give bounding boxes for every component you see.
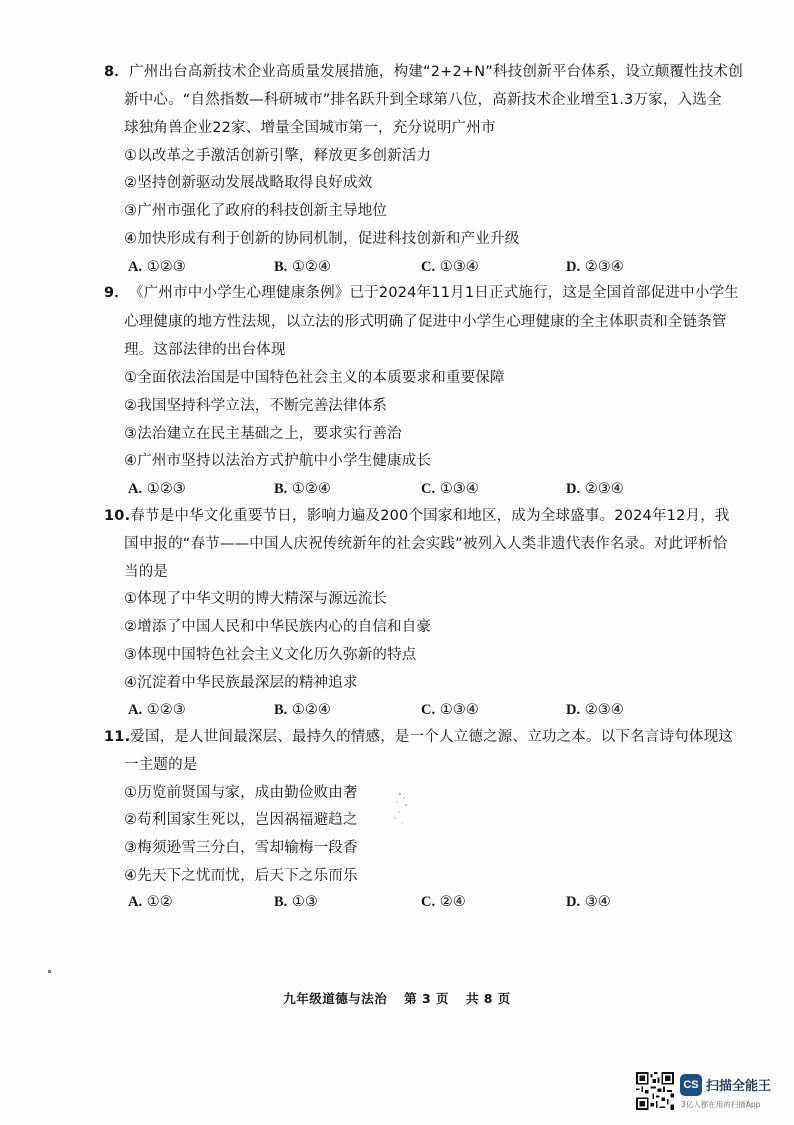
statement-2: ②我国坚持科学立法，不断完善法律体系	[124, 398, 388, 414]
choice-c[interactable]: C. ①③④	[421, 259, 479, 275]
question-stem-line: 9．《广州市中小学生心理健康条例》已于2024年11月1日正式施行，这是全国首部促进中小学生	[104, 285, 739, 301]
choice-b[interactable]: B. ①③	[274, 894, 318, 910]
question-stem-line: 球独角兽企业22家、增量全国城市第一，充分说明广州市	[124, 120, 496, 136]
question-number: 9．	[104, 285, 129, 301]
footer-total: 共 8 页	[465, 991, 511, 1006]
question-stem-line: 10.春节是中华文化重要节日，影响力遍及200个国家和地区，成为全球盛事。2024年12月，我	[104, 508, 730, 524]
statement-4: ④加快形成有利于创新的协同机制，促进科技创新和产业升级	[124, 231, 520, 247]
question-stem-line: 理。这部法律的出台体现	[124, 342, 286, 358]
choice-b[interactable]: B. ①②④	[274, 481, 331, 497]
page-footer	[0, 990, 794, 1008]
question-stem-line: 8．广州出台高新技术企业高质量发展措施，构建“2+2+N”科技创新平台体系，设立颠覆性技术创	[104, 64, 743, 80]
statement-1: ①体现了中华文明的博大精深与源远流长	[124, 591, 388, 607]
statement-1: ①历览前贤国与家，成由勤俭败由奢	[124, 785, 358, 801]
footer-page: 第 3 页	[404, 991, 449, 1006]
choice-d[interactable]: D. ②③④	[566, 259, 624, 275]
statement-1: ①以改革之手激活创新引擎，释放更多创新活力	[124, 148, 432, 164]
choice-c[interactable]: C. ②④	[421, 894, 466, 910]
statement-2: ②苟利国家生死以，岂因祸福避趋之	[124, 812, 358, 828]
choice-b[interactable]: B. ①②④	[274, 259, 331, 275]
choice-a[interactable]: A. ①②	[128, 894, 173, 910]
qr-code-icon	[636, 1072, 674, 1110]
choice-c[interactable]: C. ①③④	[421, 481, 479, 497]
question-stem-line: 一主题的是	[124, 757, 198, 773]
camscanner-name: 扫描全能王	[706, 1079, 772, 1094]
choice-d[interactable]: D. ②③④	[566, 481, 624, 497]
question-stem-line: 11.爱国，是人世间最深层、最持久的情感，是一个人立德之源、立功之本。以下名言诗句体现这	[104, 729, 733, 745]
statement-3: ③体现中国特色社会主义文化历久弥新的特点	[124, 647, 417, 663]
choice-a[interactable]: A. ①②③	[128, 702, 186, 718]
choice-d[interactable]: D. ③④	[566, 894, 611, 910]
statement-3: ③梅须逊雪三分白，雪却输梅一段香	[124, 840, 358, 856]
question-stem-line: 当的是	[124, 564, 169, 580]
footer-subject: 九年级道德与法治	[283, 991, 388, 1006]
statement-4: ④广州市坚持以法治方式护航中小学生健康成长	[124, 453, 432, 469]
scan-noise-icon	[390, 790, 412, 830]
question-number: 10.	[104, 508, 131, 524]
question-number: 8．	[104, 64, 129, 80]
camscanner-logo: CS	[680, 1074, 702, 1096]
statement-3: ③广州市强化了政府的科技创新主导地位	[124, 203, 388, 219]
statement-4: ④先天下之忧而忧，后天下之乐而乐	[124, 868, 358, 884]
question-stem-line: 国申报的“春节——中国人庆祝传统新年的社会实践”被列入人类非遗代表作名录。对此评析恰	[124, 536, 728, 552]
choice-c[interactable]: C. ①③④	[421, 702, 479, 718]
choice-b[interactable]: B. ①②④	[274, 702, 331, 718]
question-number: 11.	[104, 729, 131, 745]
statement-2: ②坚持创新驱动发展战略取得良好成效	[124, 175, 373, 191]
question-stem-line: 心理健康的地方性法规，以立法的形式明确了促进中小学生心理健康的全主体职责和全链条管	[124, 314, 727, 330]
statement-1: ①全面依法治国是中国特色社会主义的本质要求和重要保障	[124, 370, 505, 386]
question-stem-line: 新中心。“自然指数—科研城市”排名跃升到全球第八位，高新技术企业增至1.3万家，入选全	[124, 92, 722, 108]
statement-4: ④沉淀着中华民族最深层的精神追求	[124, 675, 358, 691]
statement-2: ②增添了中国人民和中华民族内心的自信和自豪	[124, 619, 432, 635]
scan-speck	[48, 970, 51, 973]
statement-3: ③法治建立在民主基础之上，要求实行善治	[124, 426, 402, 442]
choice-d[interactable]: D. ②③④	[566, 702, 624, 718]
choice-a[interactable]: A. ①②③	[128, 259, 186, 275]
camscanner-tagline: 3亿人都在用的扫描App	[681, 1100, 761, 1109]
choice-a[interactable]: A. ①②③	[128, 481, 186, 497]
